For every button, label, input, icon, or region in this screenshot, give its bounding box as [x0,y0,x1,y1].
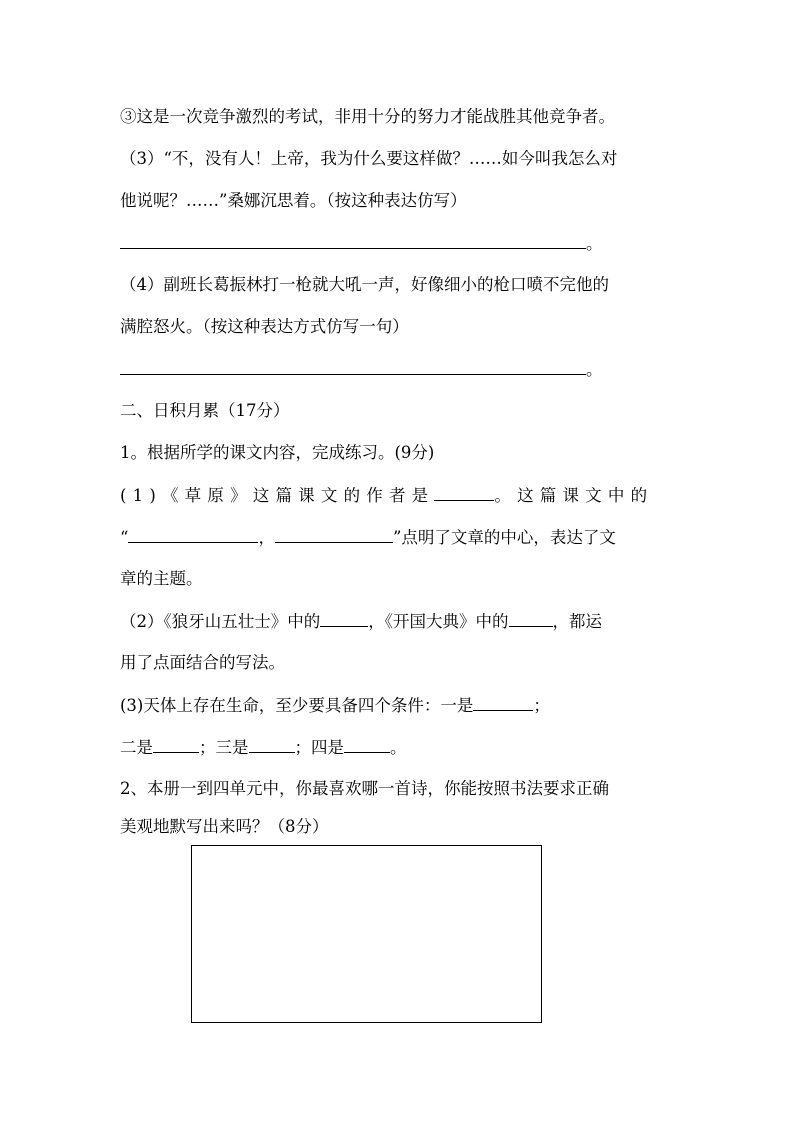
exercise-2-line-1: 2、本册一到四单元中，你最喜欢哪一首诗，你能按照书法要求正确 [120,779,609,798]
author-blank[interactable] [434,484,494,501]
exercise-1-item-3-line-2: 二是 ；三是 ；四是 。 [120,738,407,757]
quote-blank-1[interactable] [128,526,258,543]
poem-writing-box[interactable] [191,845,542,1023]
quote-blank-2[interactable] [275,526,393,543]
exercise-1-item-2-line-1: （2）《狼牙山五壮士》中的 ，《开国大典》中的 ，都运 [120,612,602,631]
exercise-1-item-2-line-2: 用了点面结合的写法。 [120,653,285,672]
condition-2-blank[interactable] [153,736,199,753]
exercise-1-item-3-line-1: (3)天体上存在生命，至少要具备四个条件：一是 ； [120,696,550,715]
answer-blank[interactable] [120,232,586,249]
question-3-line-2: 他说呢？……”桑娜沉思着。（按这种表达仿写） [120,191,467,210]
condition-1-blank[interactable] [473,694,533,711]
sentence-3: ③这是一次竞争激烈的考试，非用十分的努力才能战胜其他竞争者。 [120,107,615,126]
question-3-line-1: （3）“不，没有人！上帝，我为什么要这样做？……如今叫我怎么对 [120,149,618,168]
condition-3-blank[interactable] [249,736,295,753]
question-4-line-1: （4）副班长葛振林打一枪就大吼一声，好像细小的枪口喷不完他的 [120,275,609,294]
condition-4-blank[interactable] [344,736,390,753]
exercise-1-item-1-line-3: 章的主题。 [120,569,203,588]
answer-blank[interactable] [120,358,586,375]
section-2-heading: 二、日积月累（17分） [120,401,290,420]
question-4-answer-line: 。 [120,358,680,381]
exercise-1-item-1-line-2: “ ， ”点明了文章的中心，表达了文 [120,528,616,547]
kaiguo-blank[interactable] [509,610,553,627]
langya-blank[interactable] [320,610,368,627]
exercise-1-heading: 1。根据所学的课文内容，完成练习。(9分) [120,443,435,462]
exercise-2-line-2: 美观地默写出来吗？（8分） [120,817,329,836]
exercise-1-item-1-line-1: (1)《草原》这篇课文的作者是 。这篇课文中的 [120,486,654,505]
question-4-line-2: 满腔怒火。（按这种表达方式仿写一句） [120,317,409,336]
question-3-answer-line: 。 [120,232,680,255]
